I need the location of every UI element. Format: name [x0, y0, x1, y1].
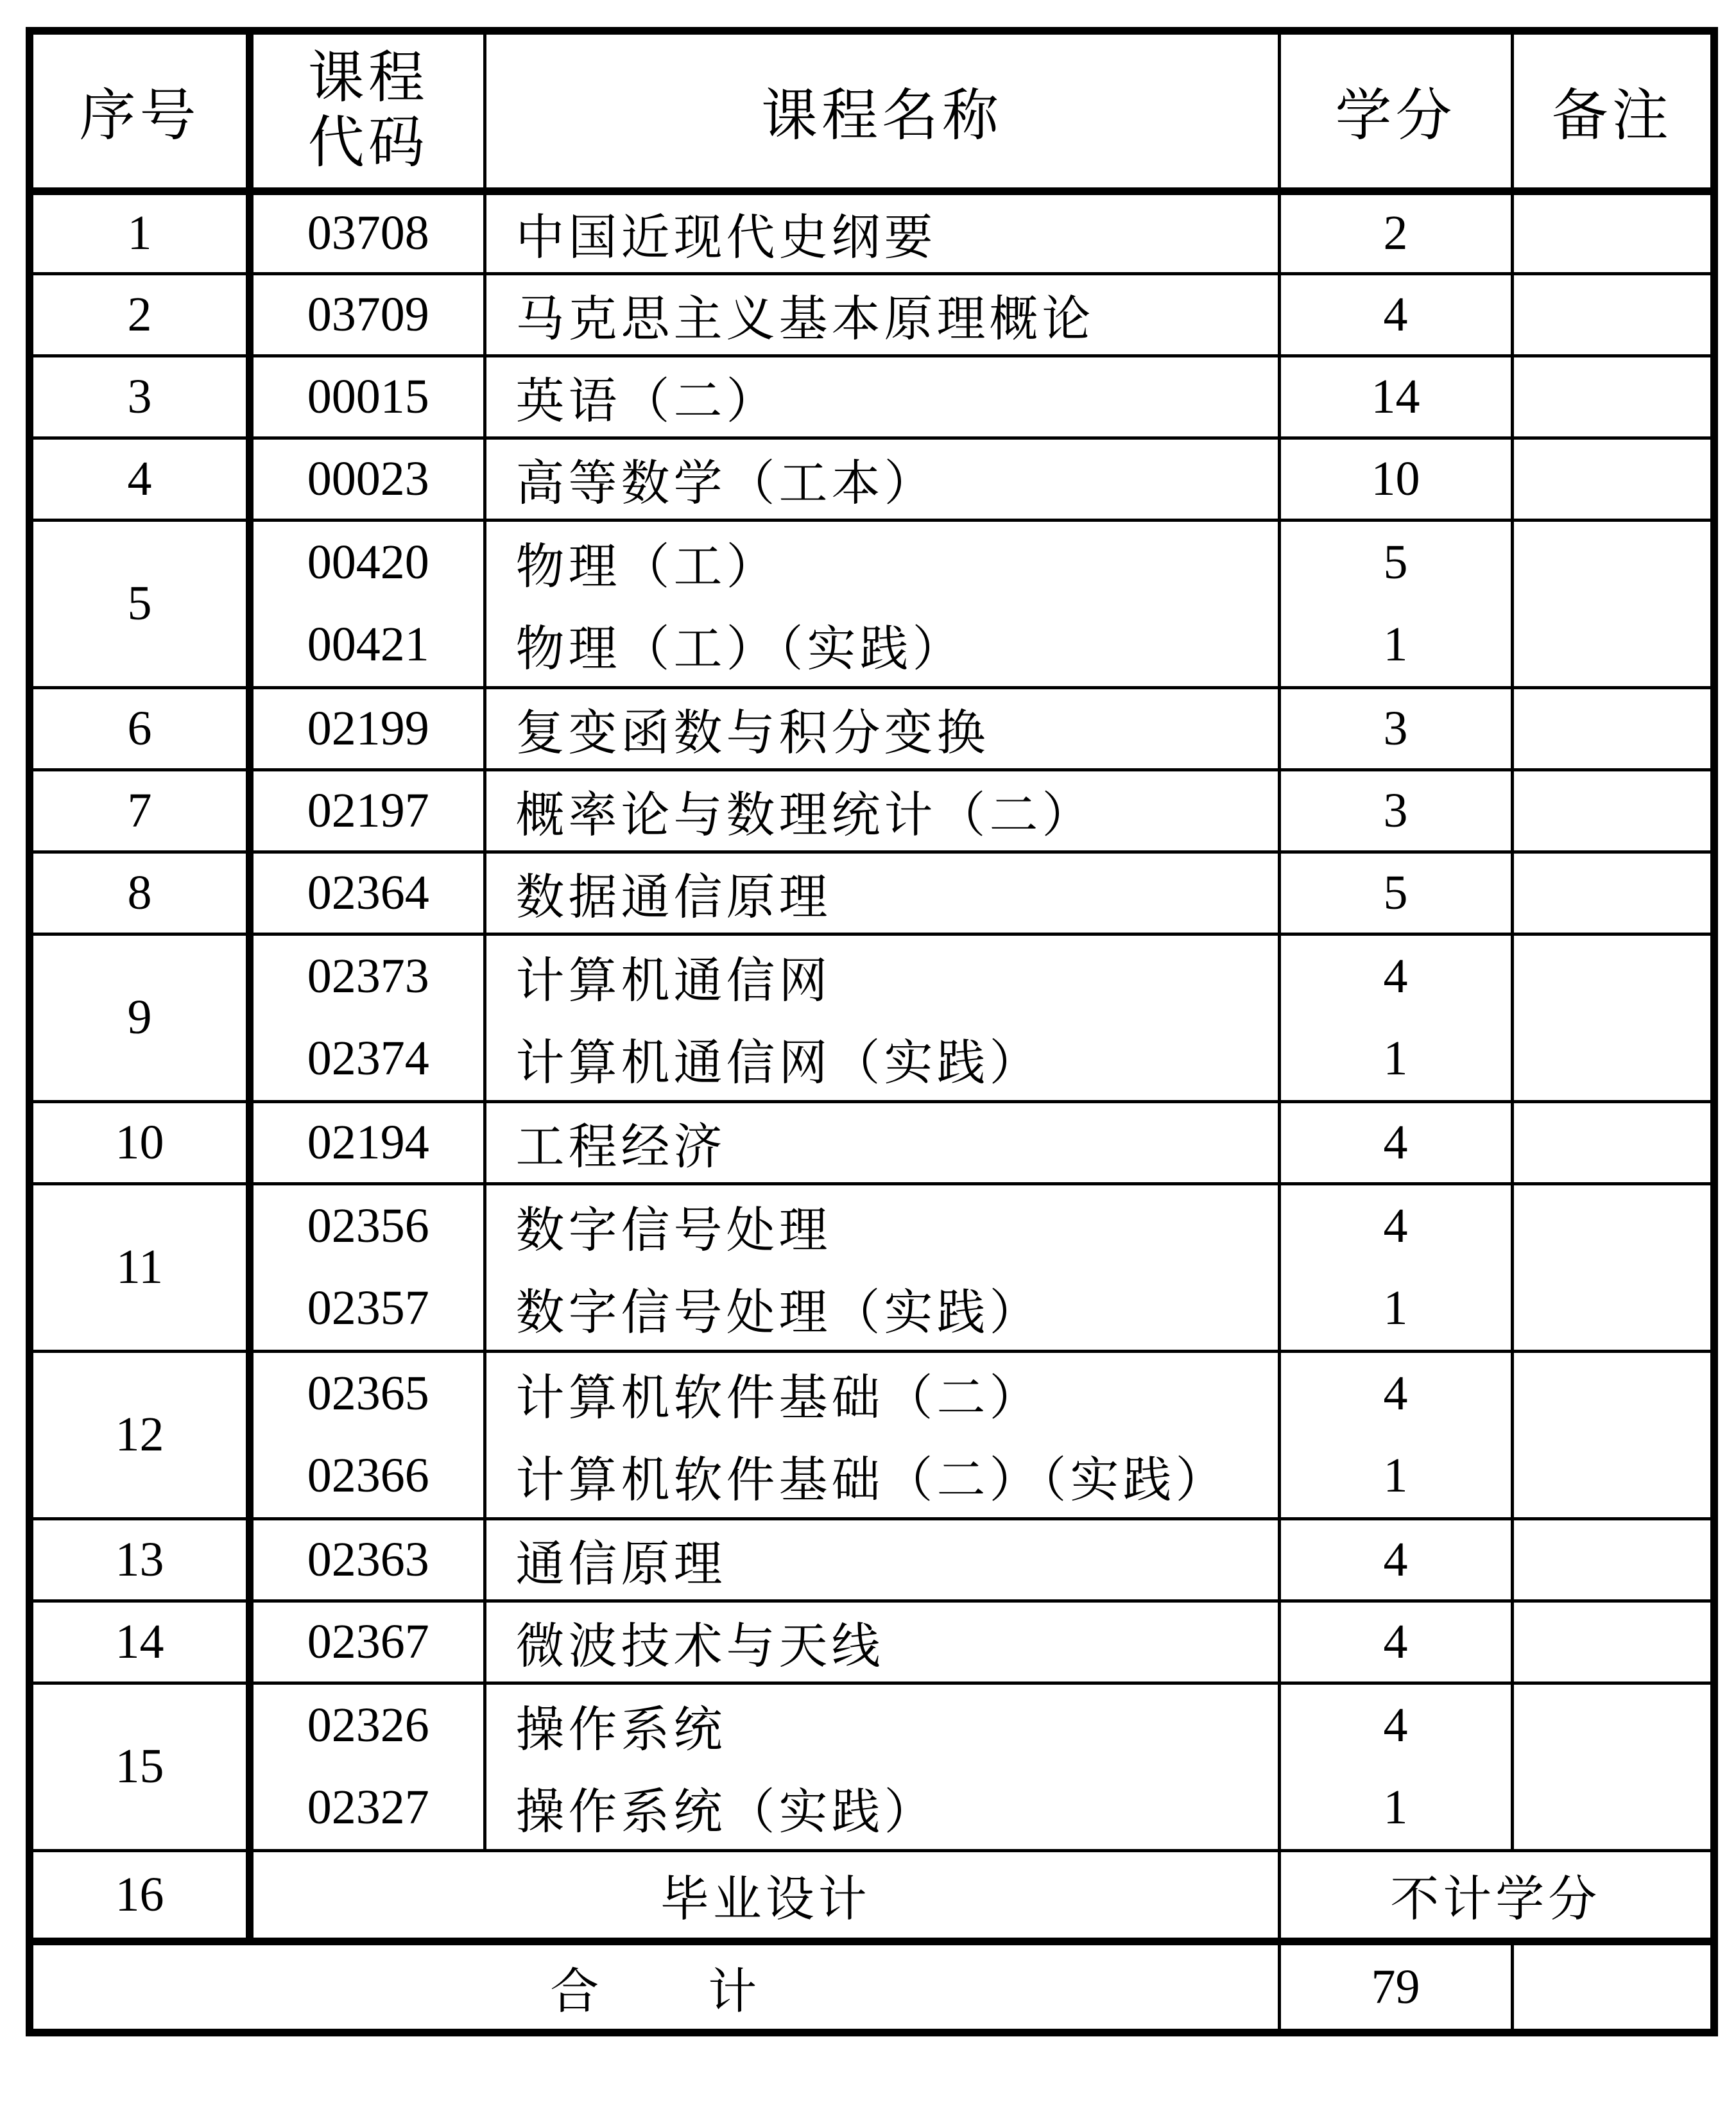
cell-name: 计算机通信网 [515, 954, 832, 1008]
cell-seq: 1 [30, 191, 250, 273]
cell-credits-pair [1279, 1683, 1512, 1850]
cell-seq: 3 [30, 356, 250, 438]
cell-name: 英语（二） [485, 356, 1279, 438]
cell-code: 02373 [307, 949, 429, 1003]
cell-credits: 1 [1383, 1780, 1408, 1834]
cell-seq: 10 [30, 1101, 250, 1183]
cell-seq: 14 [30, 1601, 250, 1683]
cell-code: 03708 [250, 191, 485, 273]
cell-name: 高等数学（工本） [485, 438, 1279, 520]
cell-credits: 4 [1383, 949, 1408, 1003]
cell-seq: 9 [30, 934, 250, 1101]
cell-seq: 13 [30, 1518, 250, 1601]
cell-seq: 15 [30, 1683, 250, 1850]
cell-remarks [1512, 1941, 1714, 2033]
cell-credits: 5 [1383, 535, 1408, 589]
cell-credits: 3 [1279, 770, 1512, 852]
cell-code: 02356 [307, 1199, 429, 1253]
cell-name: 数字信号处理（实践） [515, 1286, 1042, 1340]
cell-remarks [1512, 191, 1714, 273]
cell-code: 03709 [250, 273, 485, 356]
cell-code: 02365 [307, 1366, 429, 1420]
cell-credits: 2 [1279, 191, 1512, 273]
cell-name: 操作系统（实践） [515, 1785, 937, 1839]
cell-code-pair [250, 520, 485, 687]
cell-credits-pair [1279, 520, 1512, 687]
cell-graduation-credits: 不计学分 [1279, 1850, 1714, 1941]
cell-name: 物理（工）（实践） [515, 623, 965, 676]
table-row-group [30, 934, 1714, 1101]
cell-credits: 3 [1279, 687, 1512, 770]
cell-name-pair [485, 1183, 1279, 1351]
cell-remarks [1512, 520, 1714, 687]
cell-code-pair [250, 1683, 485, 1850]
cell-remarks [1512, 770, 1714, 852]
cell-remarks [1512, 1183, 1714, 1351]
cell-code: 02197 [250, 770, 485, 852]
cell-name: 中国近现代史纲要 [485, 191, 1279, 273]
cell-seq: 7 [30, 770, 250, 852]
cell-remarks [1512, 852, 1714, 934]
header-course-code [250, 31, 485, 191]
cell-name: 马克思主义基本原理概论 [485, 273, 1279, 356]
header-course-name: 课程名称 [485, 31, 1279, 191]
cell-name: 微波技术与天线 [485, 1601, 1279, 1683]
cell-name: 工程经济 [485, 1101, 1279, 1183]
cell-seq: 11 [30, 1183, 250, 1351]
cell-code: 02326 [307, 1698, 429, 1752]
cell-name: 通信原理 [485, 1518, 1279, 1601]
cell-code: 00015 [250, 356, 485, 438]
course-credit-table [26, 27, 1718, 2036]
cell-credits-pair [1279, 1183, 1512, 1351]
cell-credits: 4 [1279, 1518, 1512, 1601]
cell-code: 02327 [307, 1780, 429, 1834]
cell-code: 02194 [250, 1101, 485, 1183]
cell-remarks [1512, 1601, 1714, 1683]
cell-code: 02366 [307, 1449, 429, 1502]
cell-name-pair [485, 934, 1279, 1101]
cell-seq: 6 [30, 687, 250, 770]
cell-name: 物理（工） [515, 540, 779, 594]
total-row [30, 1941, 1714, 2033]
cell-code: 02199 [250, 687, 485, 770]
cell-code: 02363 [250, 1518, 485, 1601]
table-row-group [30, 1183, 1714, 1351]
cell-name-pair [485, 1683, 1279, 1850]
cell-credits: 5 [1279, 852, 1512, 934]
cell-credits: 14 [1279, 356, 1512, 438]
table-row-group [30, 1351, 1714, 1518]
cell-total-label: 合 计 [30, 1941, 1279, 2033]
table-row [30, 1101, 1714, 1183]
graduation-row [30, 1850, 1714, 1941]
cell-name: 概率论与数理统计（二） [485, 770, 1279, 852]
cell-credits: 1 [1383, 617, 1408, 671]
cell-credits: 4 [1279, 1601, 1512, 1683]
cell-name: 数据通信原理 [485, 852, 1279, 934]
cell-seq: 8 [30, 852, 250, 934]
cell-credits: 4 [1279, 1101, 1512, 1183]
cell-total-credits: 79 [1279, 1941, 1512, 2033]
cell-code: 00421 [307, 617, 429, 671]
table-row [30, 687, 1714, 770]
cell-remarks [1512, 1683, 1714, 1850]
cell-name: 数字信号处理 [515, 1204, 832, 1258]
header-course-code-line2: 代码 [307, 112, 429, 175]
header-seq: 序号 [30, 31, 250, 191]
table-row-group [30, 1683, 1714, 1850]
cell-code-pair [250, 1183, 485, 1351]
header-course-code-line1: 课程 [307, 47, 429, 110]
cell-code-pair [250, 1351, 485, 1518]
table-row [30, 1518, 1714, 1601]
cell-credits: 1 [1383, 1031, 1408, 1085]
cell-credits: 1 [1383, 1281, 1408, 1335]
cell-code: 00420 [307, 535, 429, 589]
cell-credits: 10 [1279, 438, 1512, 520]
cell-credits: 4 [1383, 1698, 1408, 1752]
cell-seq: 4 [30, 438, 250, 520]
cell-remarks [1512, 934, 1714, 1101]
cell-credits: 1 [1383, 1449, 1408, 1502]
cell-code: 00023 [250, 438, 485, 520]
cell-name: 计算机软件基础（二） [515, 1372, 1042, 1425]
cell-name: 计算机通信网（实践） [515, 1036, 1042, 1090]
table-row [30, 852, 1714, 934]
cell-seq: 5 [30, 520, 250, 687]
cell-seq: 16 [30, 1850, 250, 1941]
table-row [30, 770, 1714, 852]
header-credits: 学分 [1279, 31, 1512, 191]
cell-remarks [1512, 438, 1714, 520]
cell-code: 02357 [307, 1281, 429, 1335]
table-row [30, 438, 1714, 520]
cell-name-pair [485, 1351, 1279, 1518]
cell-code: 02367 [250, 1601, 485, 1683]
cell-seq: 2 [30, 273, 250, 356]
cell-credits-pair [1279, 934, 1512, 1101]
cell-code: 02364 [250, 852, 485, 934]
cell-remarks [1512, 356, 1714, 438]
cell-name: 操作系统 [515, 1703, 726, 1757]
cell-code: 02374 [307, 1031, 429, 1085]
cell-credits-pair [1279, 1351, 1512, 1518]
cell-graduation-name: 毕业设计 [250, 1850, 1279, 1941]
cell-name: 计算机软件基础（二）（实践） [515, 1454, 1228, 1508]
table-row [30, 273, 1714, 356]
cell-remarks [1512, 273, 1714, 356]
cell-remarks [1512, 687, 1714, 770]
cell-code-pair [250, 934, 485, 1101]
table-row [30, 356, 1714, 438]
cell-credits: 4 [1383, 1366, 1408, 1420]
table-row [30, 191, 1714, 273]
cell-remarks [1512, 1351, 1714, 1518]
cell-name: 复变函数与积分变换 [485, 687, 1279, 770]
header-row [30, 31, 1714, 191]
table-row-group [30, 520, 1714, 687]
cell-remarks [1512, 1101, 1714, 1183]
header-remarks: 备注 [1512, 31, 1714, 191]
cell-name-pair [485, 520, 1279, 687]
table-row [30, 1601, 1714, 1683]
cell-credits: 4 [1279, 273, 1512, 356]
cell-credits: 4 [1383, 1199, 1408, 1253]
cell-seq: 12 [30, 1351, 250, 1518]
cell-remarks [1512, 1518, 1714, 1601]
